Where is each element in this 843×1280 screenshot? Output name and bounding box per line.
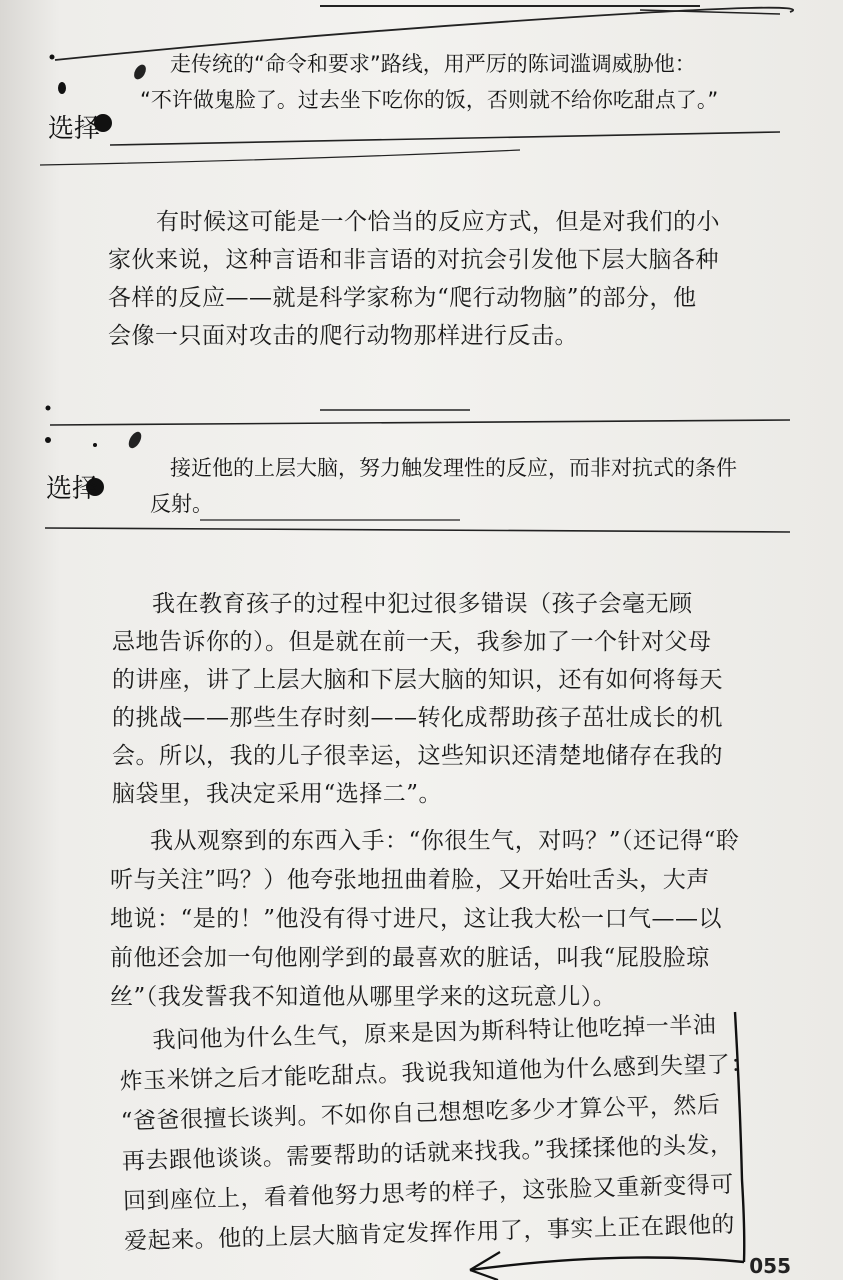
choice1-label: 选择 [48,114,101,144]
para2-line: 会。所以，我的儿子很幸运，这些知识还清楚地储存在我的 [112,743,723,769]
paragraph-3 [110,822,739,1017]
paragraph-4 [118,1004,759,1262]
deco-drop [58,82,66,94]
choice1-text [140,46,790,118]
para3-line: 听与关注”吗？）他夸张地扭曲着脸，又开始吐舌头，大声 [110,867,710,893]
deco-leaf [126,430,144,451]
para2-line: 的挑战——那些生存时刻——转化成帮助孩子茁壮成长的机 [112,705,723,731]
para3-line: 我从观察到的东西入手：“你很生气，对吗？”（还记得“聆 [150,828,740,854]
para3-line: 丝”（我发誓我不知道他从哪里学来的这玩意儿）。 [110,984,617,1010]
choice2-bottom-rule [45,528,790,532]
para4-line: 爱起来。他的上层大脑肯定发挥作用了，事实上正在跟他的 [123,1211,736,1255]
choice1-bottom-rule-2 [40,150,520,165]
para1-line: 各样的反应——就是科学家称为“爬行动物脑”的部分，他 [108,285,697,311]
choice2-text [150,450,790,522]
para4-line: 再去跟他谈谈。需要帮助的话就来找我。”我揉揉他的头发， [121,1131,734,1175]
choice2-label: 选择 [46,474,99,504]
choice1-bottom-rule [110,132,780,145]
para4-line: 炸玉米饼之后才能吃甜点。我说我知道他为什么感到失望了： [119,1051,755,1095]
deco-dot [45,437,51,443]
para2-line: 我在教育孩子的过程中犯过很多错误（孩子会毫无顾 [152,591,693,617]
choice2-top-rule [50,420,790,425]
para3-line: 地说：“是的！”他没有得寸进尺，这让我大松一口气——以 [110,906,723,932]
deco-dot [46,406,51,411]
para4-line: 我问他为什么生气，原来是因为斯科特让他吃掉一半油 [152,1012,717,1055]
para4-line: 回到座位上，看着他努力思考的样子，这张脸又重新变得可 [122,1171,735,1215]
choice2-line1: 接近他的上层大脑，努力触发理性的反应，而非对抗式的条件 [170,456,737,480]
para1-line: 有时候这可能是一个恰当的反应方式，但是对我们的小 [156,209,720,235]
para3-line: 前他还会加一句他刚学到的最喜欢的脏话，叫我“屁股脸琼 [110,945,710,971]
choice1-line2: “不许做鬼脸了。过去坐下吃你的饭，否则就不给你吃甜点了。” [140,88,719,112]
choice1-line1: 走传统的“命令和要求”路线，用严厉的陈词滥调威胁他： [170,52,696,76]
para1-line: 会像一只面对攻击的爬行动物那样进行反击。 [108,323,578,349]
deco-dot [93,443,97,447]
hand-frame-bottom [470,1258,744,1271]
paragraph-2 [112,585,723,813]
para2-line: 的讲座，讲了上层大脑和下层大脑的知识，还有如何将每天 [112,667,723,693]
paragraph-1 [108,203,720,355]
choice2-line2: 反射。 [150,492,213,516]
para4-line: “爸爸很擅长谈判。不如你自己想想吃多少才算公平，然后 [120,1092,721,1135]
para1-line: 家伙来说，这种言语和非言语的对抗会引发他下层大脑各种 [108,247,719,273]
deco-leaf [132,63,149,82]
deco-dot [50,55,55,60]
para2-line: 忌地告诉你的）。但是就在前一天，我参加了一个针对父母 [112,629,712,655]
para2-line: 脑袋里，我决定采用“选择二”。 [112,781,443,807]
page-number: 055 [749,1254,791,1278]
